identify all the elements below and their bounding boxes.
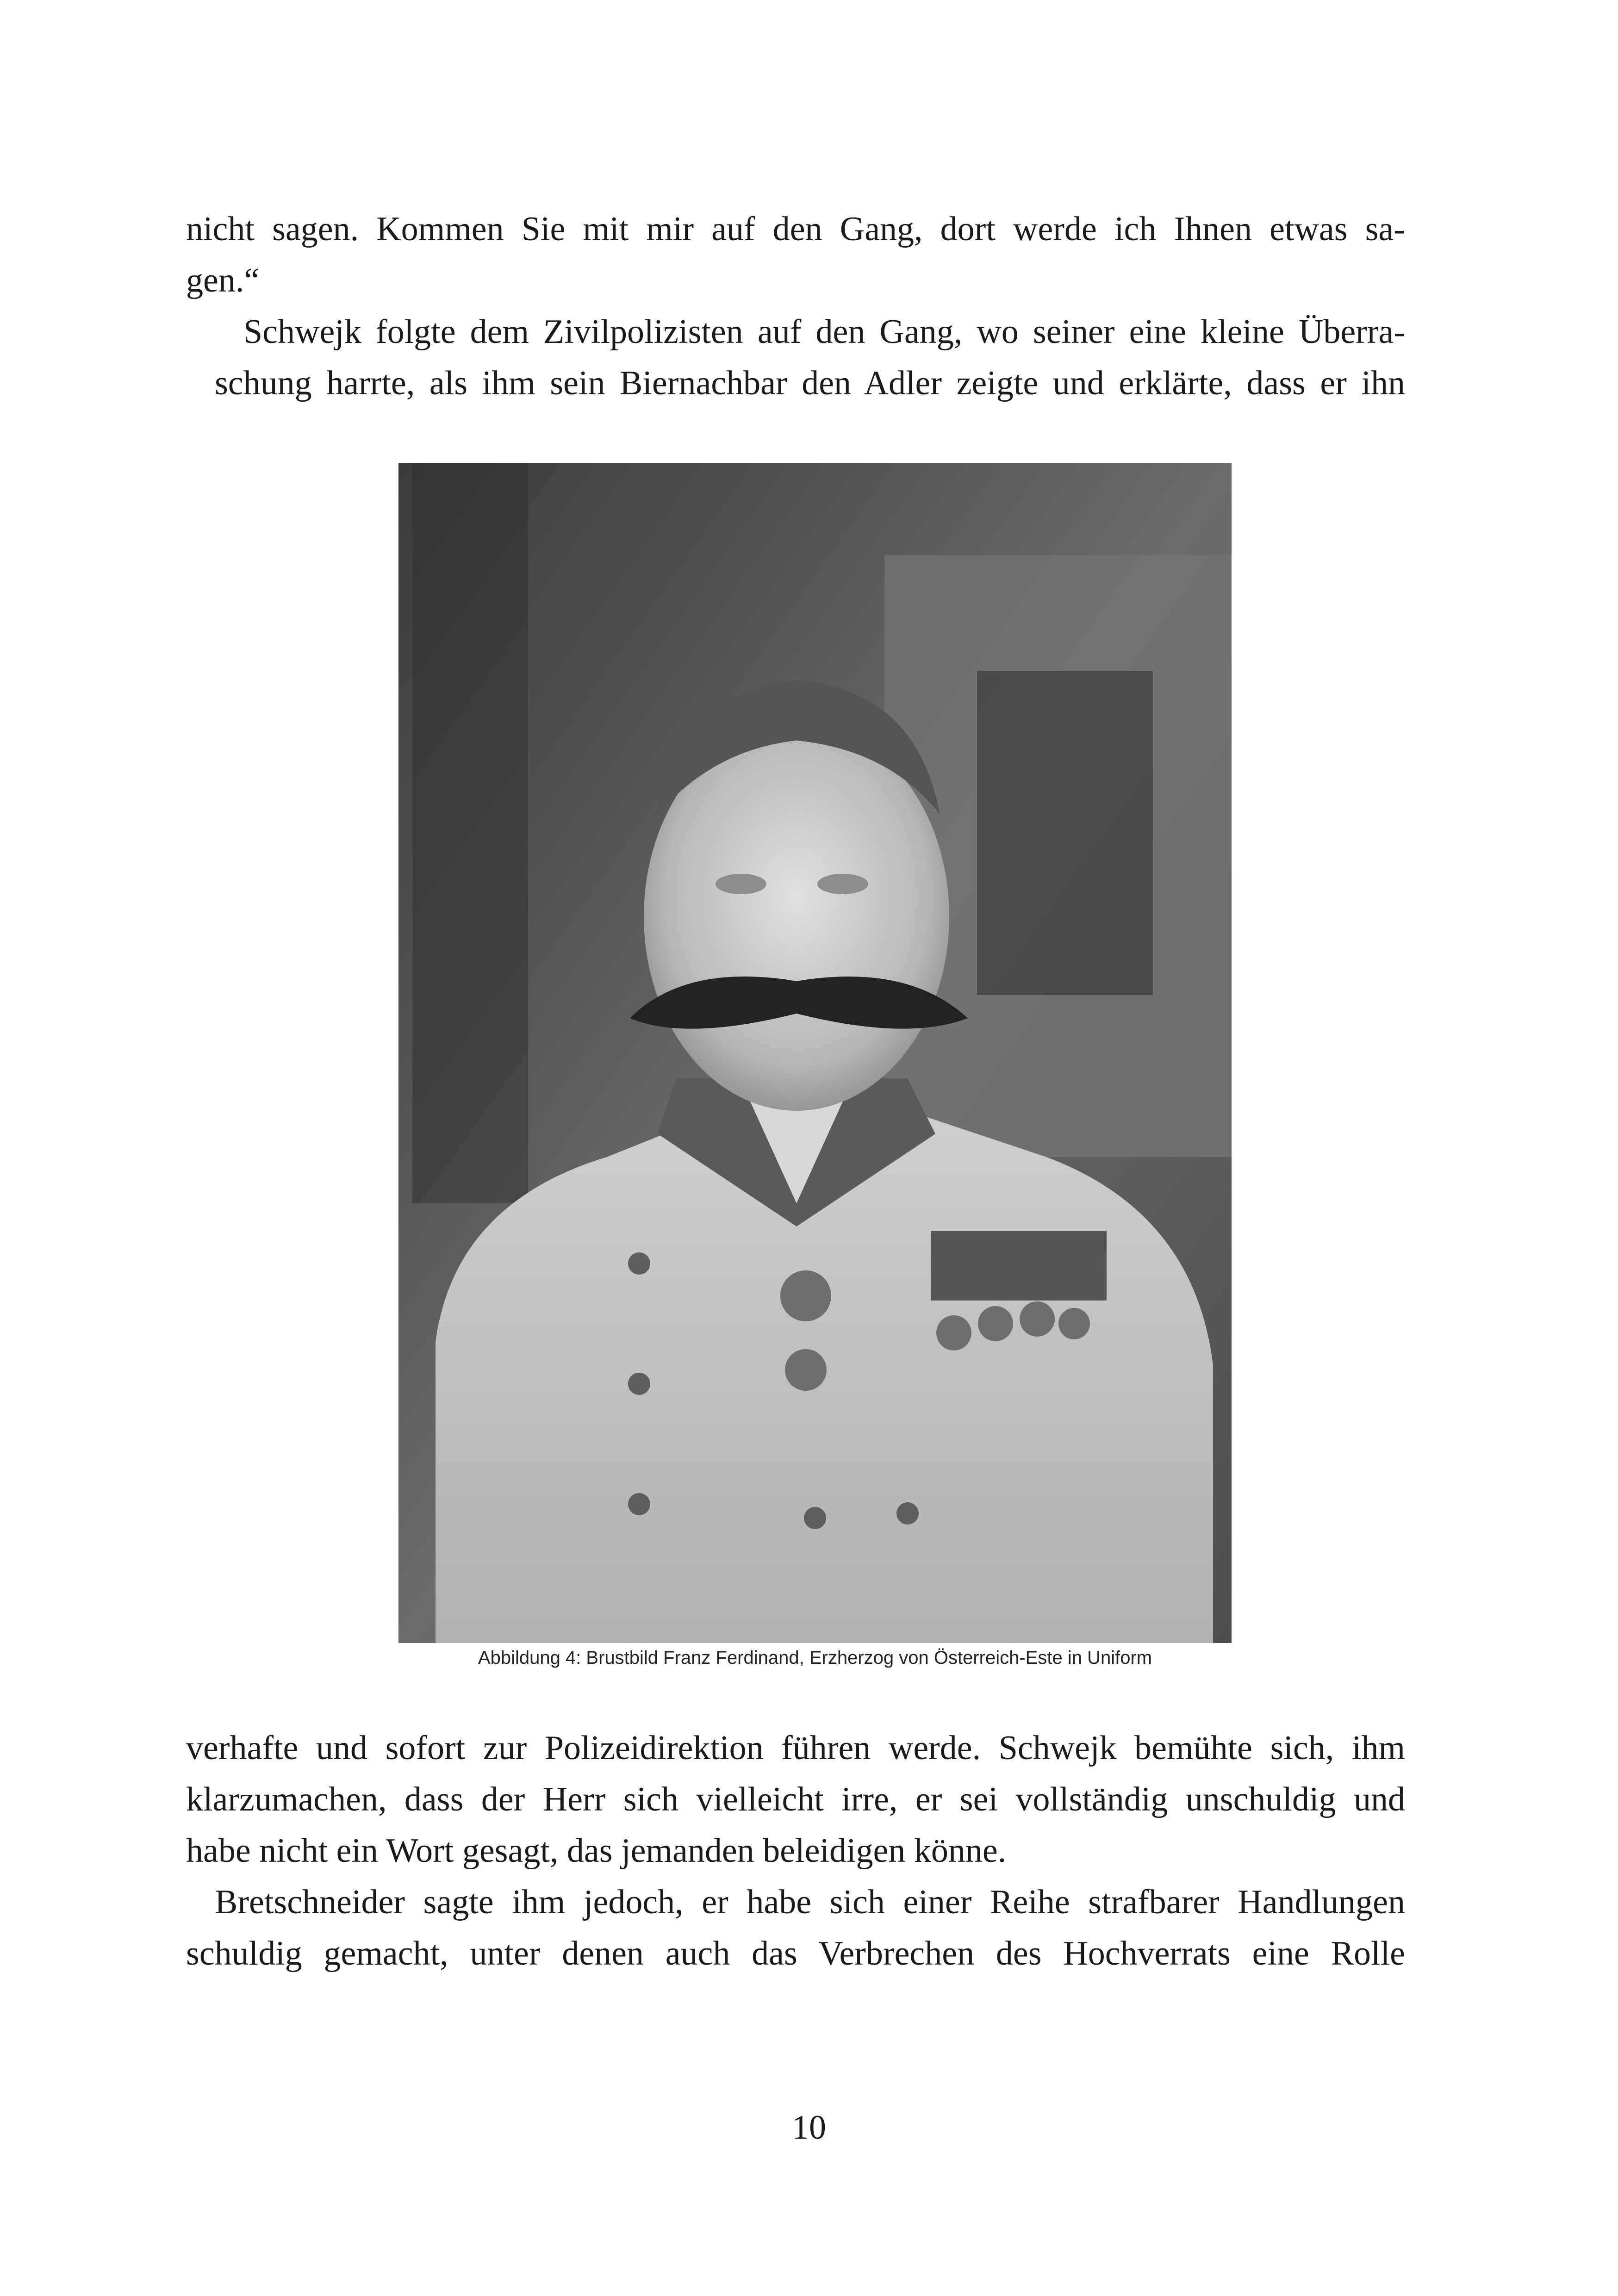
paragraph [186, 1877, 1405, 1979]
portrait-figure [398, 463, 1232, 1643]
portrait-photo [398, 463, 1232, 1643]
text-line: schung harrte, als ihm sein Biernachbar den Adler zeigte und erklärte, dass er ihn [215, 364, 1405, 402]
text-line: Bretschneider sagte ihm jedoch, er habe sich einer Reihe strafbarer Handlungen [215, 1883, 1405, 1921]
page-number: 10 [792, 2109, 826, 2147]
text-line: Schwejk folgte dem Zivilpolizisten auf den Gang, wo seiner eine kleine Überra- [243, 313, 1405, 351]
text-line: nicht sagen. Kommen Sie mit mir auf den Gang, dort werde ich Ihnen etwas sa- [186, 210, 1405, 248]
figure-caption: Abbildung 4: Brustbild Franz Ferdinand, Erzherzog von Österreich-Este in Uniform [478, 1648, 1152, 1668]
text-block-top [186, 204, 1405, 409]
text-line: verhafte und sofort zur Polizeidirektion führen werde. Schwejk bemühte sich, ihm [186, 1729, 1405, 1767]
text-line: gen.“ [186, 261, 260, 299]
paragraph [186, 306, 1405, 409]
text-block-bottom [186, 1723, 1405, 1979]
text-line: habe nicht ein Wort gesagt, das jemanden beleidigen könne. [186, 1832, 1007, 1870]
text-line: schuldig gemacht, unter denen auch das Verbrechen des Hochverrats eine Rolle [186, 1935, 1405, 1972]
text-line: klarzumachen, dass der Herr sich vielleicht irre, er sei vollständig unschuldig und [186, 1780, 1405, 1818]
paragraph [186, 1723, 1405, 1877]
paragraph [186, 204, 1405, 306]
